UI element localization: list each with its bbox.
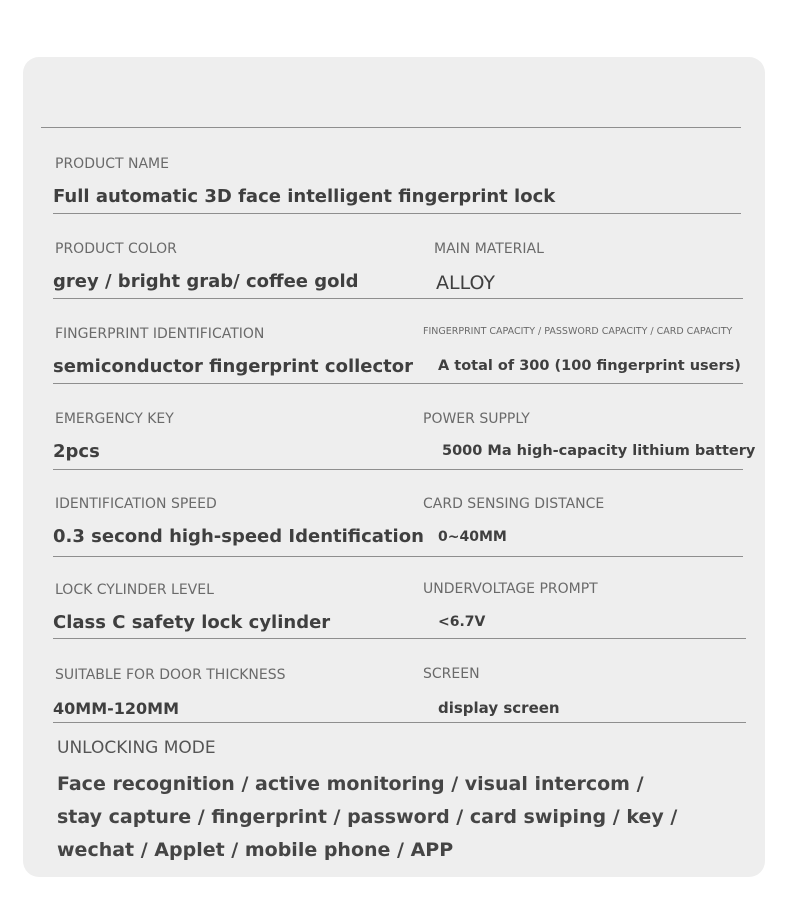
identification-speed-value: 0.3 second high-speed Identification [53,526,424,547]
identification-speed-label: IDENTIFICATION SPEED [55,496,217,512]
product-name-value: Full automatic 3D face intelligent fingerprint lock [53,186,556,207]
card-sensing-distance-value: 0~40MM [438,529,507,545]
unlocking-mode-line: wechat / Applet / mobile phone / APP [57,839,454,861]
undervoltage-prompt-label: UNDERVOLTAGE PROMPT [423,581,598,597]
power-supply-label: POWER SUPPLY [423,411,530,427]
door-thickness-label: SUITABLE FOR DOOR THICKNESS [55,667,286,683]
lock-cylinder-level-label: LOCK CYLINDER LEVEL [55,582,214,598]
divider [53,556,743,557]
divider [53,298,743,299]
lock-cylinder-level-value: Class C safety lock cylinder [53,612,331,633]
product-color-value: grey / bright grab/ coffee gold [53,271,359,292]
undervoltage-prompt-value: <6.7V [438,614,486,630]
divider [53,638,746,639]
product-name-label: PRODUCT NAME [55,156,169,172]
capacity-label: FINGERPRINT CAPACITY / PASSWORD CAPACITY / CARD CAPACITY [423,326,733,337]
main-material-label: MAIN MATERIAL [434,241,544,257]
divider [53,383,743,384]
power-supply-value: 5000 Ma high-capacity lithium battery [442,443,756,459]
unlocking-mode-line: stay capture / fingerprint / password / card swiping / key / [57,806,678,828]
card-sensing-distance-label: CARD SENSING DISTANCE [423,496,605,512]
fingerprint-identification-label: FINGERPRINT IDENTIFICATION [55,326,265,342]
capacity-value: A total of 300 (100 fingerprint users) [438,358,741,374]
emergency-key-value: 2pcs [53,441,100,462]
fingerprint-identification-value: semiconductor fingerprint collector [53,356,414,377]
screen-value: display screen [438,699,560,717]
screen-label: SCREEN [423,666,480,682]
divider [53,213,741,214]
divider [53,722,746,723]
divider [41,127,741,128]
door-thickness-value: 40MM-120MM [53,699,179,718]
main-material-value: ALLOY [436,272,496,294]
unlocking-mode-line: Face recognition / active monitoring / visual intercom / [57,773,644,795]
product-color-label: PRODUCT COLOR [55,241,177,257]
unlocking-mode-label: UNLOCKING MODE [57,738,216,758]
divider [53,469,743,470]
emergency-key-label: EMERGENCY KEY [55,411,174,427]
